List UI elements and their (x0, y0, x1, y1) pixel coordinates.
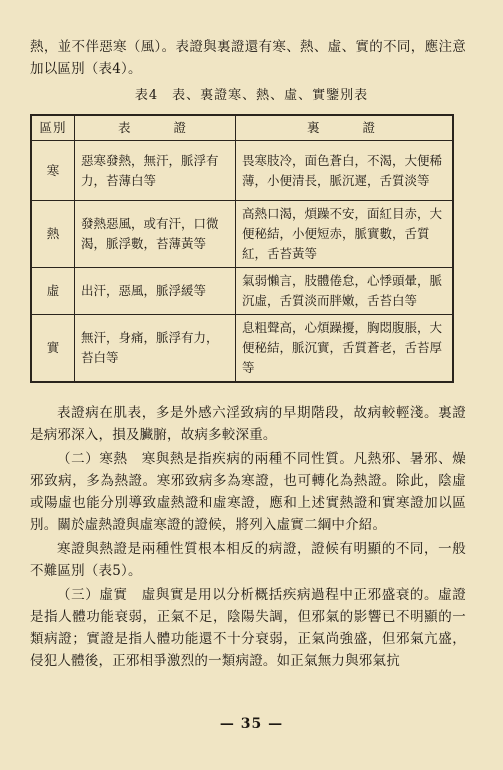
row-label: 虛 (31, 268, 75, 315)
biao-cell: 出汗，惡風，脈浮緩等 (75, 268, 236, 315)
biao-cell: 惡寒發熱，無汗，脈浮有力，苔薄白等 (75, 141, 236, 201)
header-li: 裏 證 (236, 115, 454, 141)
comparison-table (30, 114, 454, 383)
row-label: 實 (31, 315, 75, 383)
header-biao: 表 證 (75, 115, 236, 141)
table-row-heat (31, 201, 453, 268)
biao-cell: 發熱惡風，或有汗，口微渴，脈浮數，苔薄黃等 (75, 201, 236, 268)
table-caption: 表4 表、裏證寒、熱、虛、實鑒別表 (134, 88, 369, 103)
table-header-row (31, 115, 453, 141)
paragraph-3: 寒證與熱證是兩種性質根本相反的病證，證候有明顯的不同，一般不難區別（表5）。 (30, 541, 466, 579)
row-label: 寒 (31, 141, 75, 201)
paragraph-1: 表證病在肌表，多是外感六淫致病的早期階段，故病較輕淺。裏證是病邪深入，損及臟腑，故病多較深重。 (30, 405, 466, 443)
header-category: 區別 (31, 115, 75, 141)
table-row-cold (31, 141, 453, 201)
table-row-excess (31, 315, 453, 383)
page-number: — 35 — (219, 716, 284, 732)
table-row-deficiency (31, 268, 453, 315)
li-cell: 畏寒肢冷，面色蒼白，不渴，大便稀薄，小便清長，脈沉遲，舌質淡等 (236, 141, 454, 201)
row-label: 熱 (31, 201, 75, 268)
paragraph-2: （二）寒熱 寒與熱是指疾病的兩種不同性質。凡熱邪、暑邪、燥邪致病，多為熱證。寒邪致病多為寒證，也可轉化為熱證。除此，陰虛或陽虛也能分別導致虛熱證和虛寒證，應和上述實熱證和實寒證加以區別。關於虛熱證與虛寒證的證候，將列入虛實二綱中介紹。 (30, 451, 466, 533)
intro-paragraph: 熱，並不伴惡寒（風）。表證與裏證還有寒、熱、虛、實的不同，應注意加以區別（表4）。 (30, 39, 466, 77)
li-cell: 息粗聲高，心煩躁擾，胸悶腹脹，大便秘結，脈沉實，舌質蒼老，舌苔厚等 (236, 315, 454, 383)
li-cell: 高熱口渴，煩躁不安，面紅目赤，大便秘結，小便短赤，脈實數，舌質紅，舌苔黃等 (236, 201, 454, 268)
paragraph-4: （三）虛實 虛與實是用以分析概括疾病過程中正邪盛衰的。虛證是指人體功能衰弱，正氣不足，陰陽失調，但邪氣的影響已不明顯的一類病證；實證是指人體功能還不十分衰弱，正氣尚強盛，但邪氣亢盛，侵犯人體後，正邪相爭激烈的一類病證。如正氣無力與邪氣抗 (30, 587, 466, 669)
biao-cell: 無汗，身痛，脈浮有力，苔白等 (75, 315, 236, 383)
li-cell: 氣弱懶言，肢體倦怠，心悸頭暈，脈沉虛，舌質淡而胖嫩，舌苔白等 (236, 268, 454, 315)
